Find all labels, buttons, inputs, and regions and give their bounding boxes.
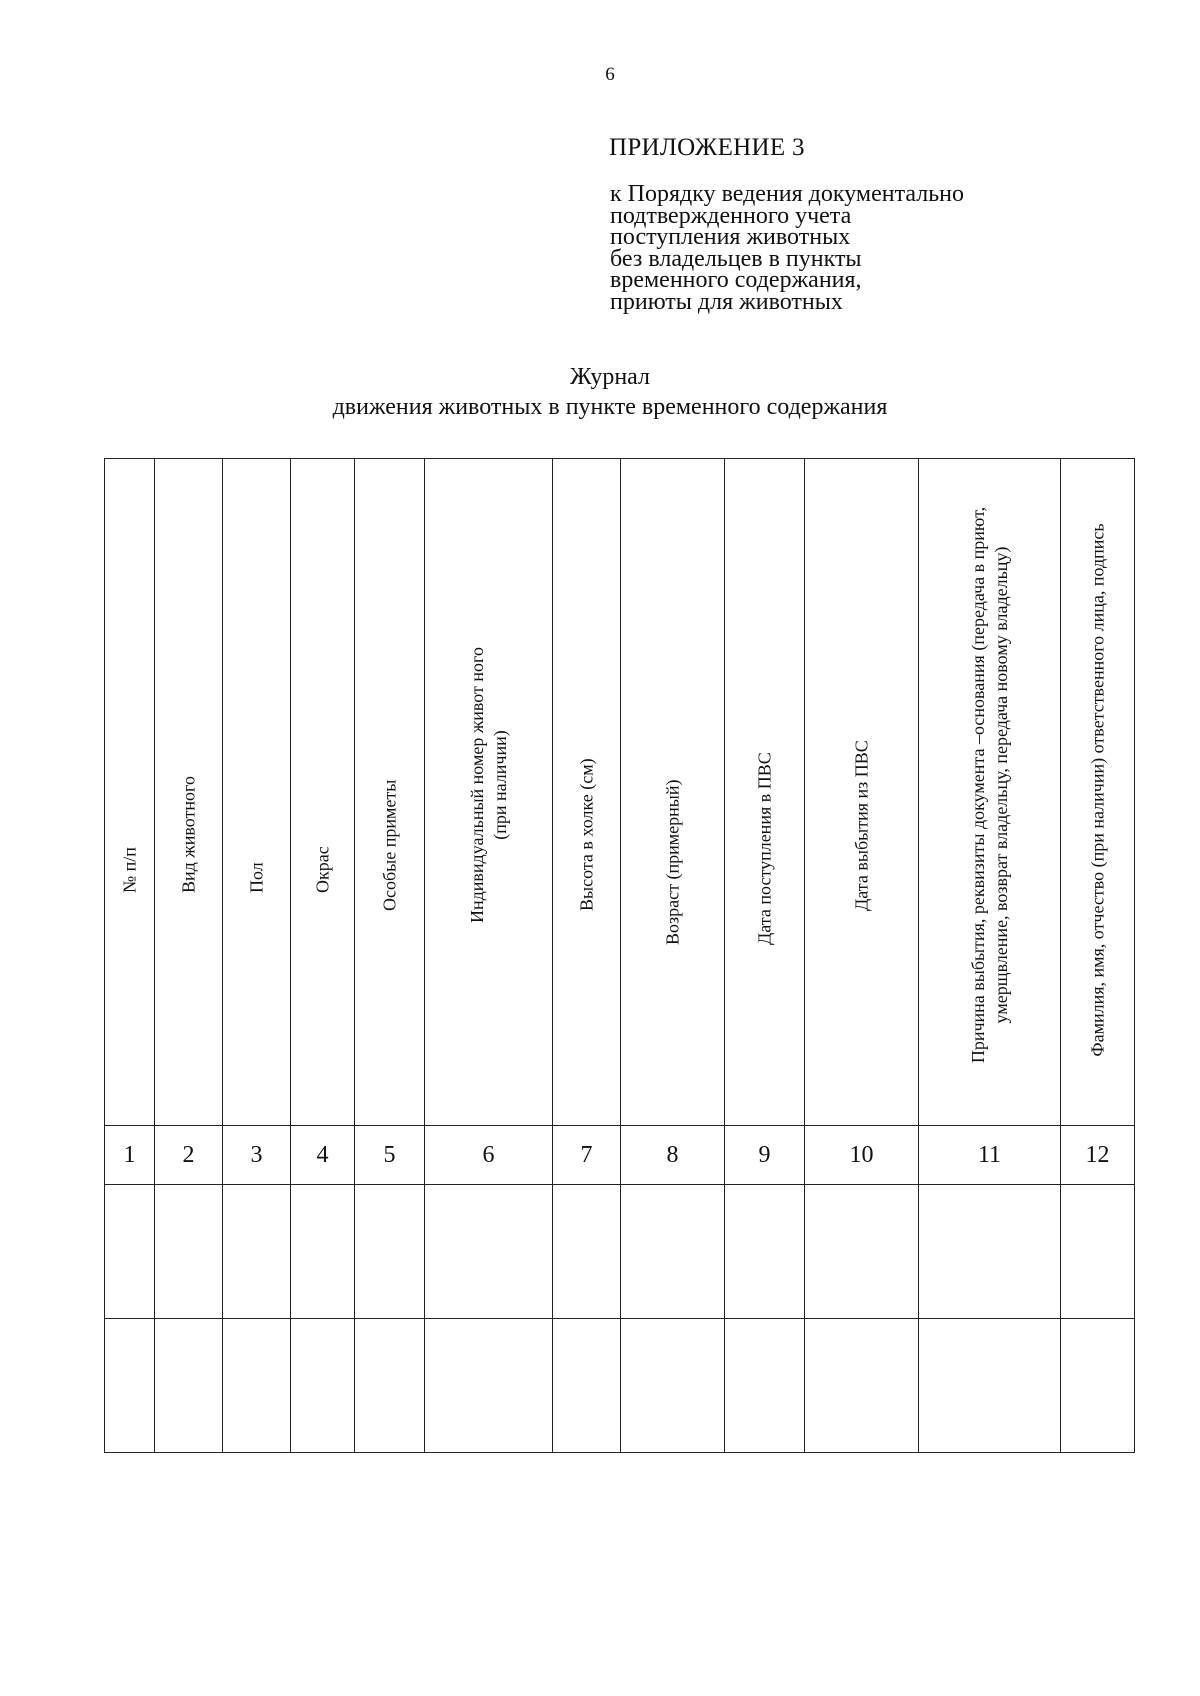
table-row <box>105 1185 1135 1319</box>
column-header-label: № п/п <box>119 847 139 893</box>
column-header-label: Причина выбытия, реквизиты документа –основания (передача в приют, умерщвление, возврат владельцу, передача новому владельцу) <box>967 506 1011 1064</box>
column-header <box>1061 459 1135 1126</box>
column-number: 9 <box>725 1126 805 1185</box>
empty-cell <box>805 1185 919 1319</box>
column-header-label: Дата выбытия из ПВС <box>851 740 871 911</box>
empty-cell <box>805 1319 919 1453</box>
empty-cell <box>291 1185 355 1319</box>
column-number: 10 <box>805 1126 919 1185</box>
empty-cell <box>553 1185 621 1319</box>
empty-cell <box>425 1185 553 1319</box>
journal-title: Журнал <box>569 364 650 390</box>
appendix-title: ПРИЛОЖЕНИЕ 3 <box>609 134 805 161</box>
column-header-label: Особые приметы <box>379 779 399 911</box>
column-number: 6 <box>425 1126 553 1185</box>
table-row <box>105 1319 1135 1453</box>
empty-cell <box>223 1185 291 1319</box>
column-number: 12 <box>1061 1126 1135 1185</box>
column-number: 1 <box>105 1126 155 1185</box>
column-header-label: Дата поступления в ПВС <box>754 752 774 945</box>
column-header-label: Вид животного <box>178 776 198 893</box>
column-header <box>223 459 291 1126</box>
column-number: 11 <box>919 1126 1061 1185</box>
empty-cell <box>1061 1319 1135 1453</box>
appendix-ref-line: без владельцев в пункты <box>610 245 862 272</box>
journal-table <box>104 458 1135 1453</box>
empty-cell <box>919 1185 1061 1319</box>
appendix-ref-line: к Порядку ведения документально <box>610 181 964 207</box>
column-header <box>805 459 919 1126</box>
empty-cell <box>355 1319 425 1453</box>
column-header <box>425 459 553 1126</box>
empty-cell <box>553 1319 621 1453</box>
empty-cell <box>223 1319 291 1453</box>
empty-cell <box>355 1185 425 1319</box>
column-header-label: Возраст (примерный) <box>662 779 682 945</box>
column-header <box>919 459 1061 1126</box>
column-header <box>105 459 155 1126</box>
column-header-label: Пол <box>246 862 266 893</box>
empty-cell <box>105 1319 155 1453</box>
empty-cell <box>725 1185 805 1319</box>
column-number: 7 <box>553 1126 621 1185</box>
column-number: 3 <box>223 1126 291 1185</box>
appendix-ref-line: временного содержания, <box>610 267 862 293</box>
column-header <box>621 459 725 1126</box>
appendix-ref-line: поступления животных <box>610 224 851 250</box>
appendix-ref-line: подтвержденного учета <box>610 202 852 229</box>
column-number: 4 <box>291 1126 355 1185</box>
empty-cell <box>725 1319 805 1453</box>
column-number: 8 <box>621 1126 725 1185</box>
column-header <box>725 459 805 1126</box>
empty-cell <box>425 1319 553 1453</box>
column-header-label: Окрас <box>312 846 332 893</box>
column-number: 5 <box>355 1126 425 1185</box>
column-header <box>553 459 621 1126</box>
empty-cell <box>1061 1185 1135 1319</box>
page-number: 6 <box>605 64 615 85</box>
empty-cell <box>105 1185 155 1319</box>
column-header <box>155 459 223 1126</box>
column-header <box>291 459 355 1126</box>
column-header <box>355 459 425 1126</box>
column-number: 2 <box>155 1126 223 1185</box>
empty-cell <box>919 1319 1061 1453</box>
journal-subtitle: движения животных в пункте временного содержания <box>332 394 888 420</box>
empty-cell <box>155 1185 223 1319</box>
empty-cell <box>621 1319 725 1453</box>
empty-cell <box>155 1319 223 1453</box>
appendix-reference <box>610 181 964 315</box>
column-header-label: Фамилия, имя, отчество (при наличии) ответственного лица, подпись <box>1087 523 1107 1057</box>
appendix-ref-line: приюты для животных <box>610 288 843 315</box>
header-row <box>105 459 1135 1126</box>
empty-cell <box>291 1319 355 1453</box>
column-header-label: Высота в холке (см) <box>576 758 596 911</box>
column-number-row <box>105 1126 1135 1185</box>
empty-cell <box>621 1185 725 1319</box>
column-header-label: Индивидуальный номер живот ного (при наличии) <box>466 647 510 923</box>
